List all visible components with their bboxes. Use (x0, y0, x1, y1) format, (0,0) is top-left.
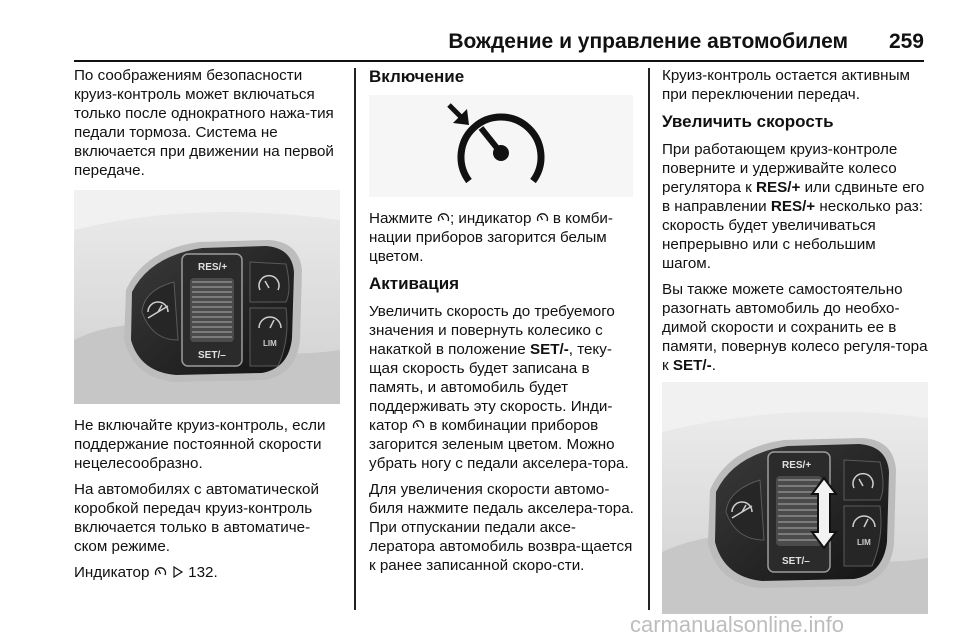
set-label: SET/– (198, 350, 226, 361)
heading-activation: Активация (369, 274, 460, 293)
activation-paragraph: Увеличить скорость до требуемого значения и повернуть колесико с накаткой в положение SET/-, теку-щая скорость будет записана в память, и автомобиль будет поддерживать эту скорость. Инди-катор в комбинации приборов загорится зеленым цветом. Можно убрать ногу с педали акселера-тора. (369, 303, 629, 472)
steering-wheel-controls-image (74, 190, 340, 404)
warning-paragraph: Не включайте круиз-контроль, если поддержание постоянной скорости нецелесообразно. (74, 417, 326, 472)
res-key: RES/+ (770, 198, 816, 215)
cruise-control-icon (154, 564, 167, 576)
header-rule (74, 60, 924, 62)
cruise-control-symbol-image (369, 95, 633, 197)
active-during-shift-paragraph: Круиз-контроль остается активным при переключении передач. (662, 67, 910, 103)
increase-paragraph: При работающем круиз-контроле поверните и удерживайте колесо регулятора к RES/+ или сдвиньте его в направлении RES/+ несколько раз: скорость будет увеличиваться непрерывно или с небольшим шагом. (662, 141, 925, 272)
lim-label: LIM (263, 339, 277, 348)
set-key: SET/- (529, 341, 569, 358)
press-paragraph: Нажмите ; индикатор в комби-нации приборов загорится белым цветом. (369, 210, 613, 265)
watermark: carmanualsonline.info (630, 612, 845, 637)
indicator-label: Индикатор (74, 564, 150, 581)
column-left (74, 66, 342, 589)
wheel-adjust-image (662, 382, 928, 614)
cruise-control-icon (412, 417, 425, 429)
automatic-gearbox-paragraph: На автомобилях с автоматической коробкой передач круиз-контроль включается только в автоматиче-ском режиме. (74, 481, 319, 555)
res-key: RES/+ (756, 179, 801, 196)
cruise-control-symbol-illustration (369, 95, 633, 197)
heading-switch-on: Включение (369, 67, 465, 86)
column-right (662, 66, 928, 614)
page-title: Вождение и управление автомобилем (448, 30, 848, 53)
page-reference-arrow-icon (171, 564, 184, 576)
cruise-control-icon (536, 210, 549, 222)
set-label: SET/– (782, 556, 810, 567)
lim-label: LIM (857, 538, 871, 547)
column-middle (369, 66, 635, 582)
page-header (74, 26, 924, 62)
set-key: SET/- (672, 357, 712, 374)
page-number: 259 (888, 30, 924, 53)
column-divider (648, 68, 650, 610)
steering-wheel-controls-illustration (74, 190, 340, 404)
res-label: RES/+ (782, 460, 812, 471)
heading-increase-speed: Увеличить скорость (662, 112, 834, 131)
accelerate-paragraph: Для увеличения скорости автомо-биля нажмите педаль акселера-тора. При отпускании педали аксе-лератора автомобиль возвра-щается к ранее записанной скоро-сти. (369, 481, 634, 574)
res-label: RES/+ (198, 262, 228, 273)
column-divider (354, 68, 356, 610)
manual-accelerate-paragraph: Вы также можете самостоятельно разогнать автомобиль до необхо-димой скорости и сохранить ее в памяти, повернув колесо регуля-тора к SET/-. (662, 281, 928, 374)
cruise-control-icon (437, 210, 450, 222)
safety-paragraph: По соображениям безопасности круиз-контроль может включаться только после однократного нажа-тия педали тормоза. Система не включается при движении на первой передаче. (74, 67, 334, 179)
indicator-page-ref: 132. (188, 564, 218, 581)
indicator-reference (74, 563, 342, 582)
wheel-adjust-illustration (662, 382, 928, 614)
